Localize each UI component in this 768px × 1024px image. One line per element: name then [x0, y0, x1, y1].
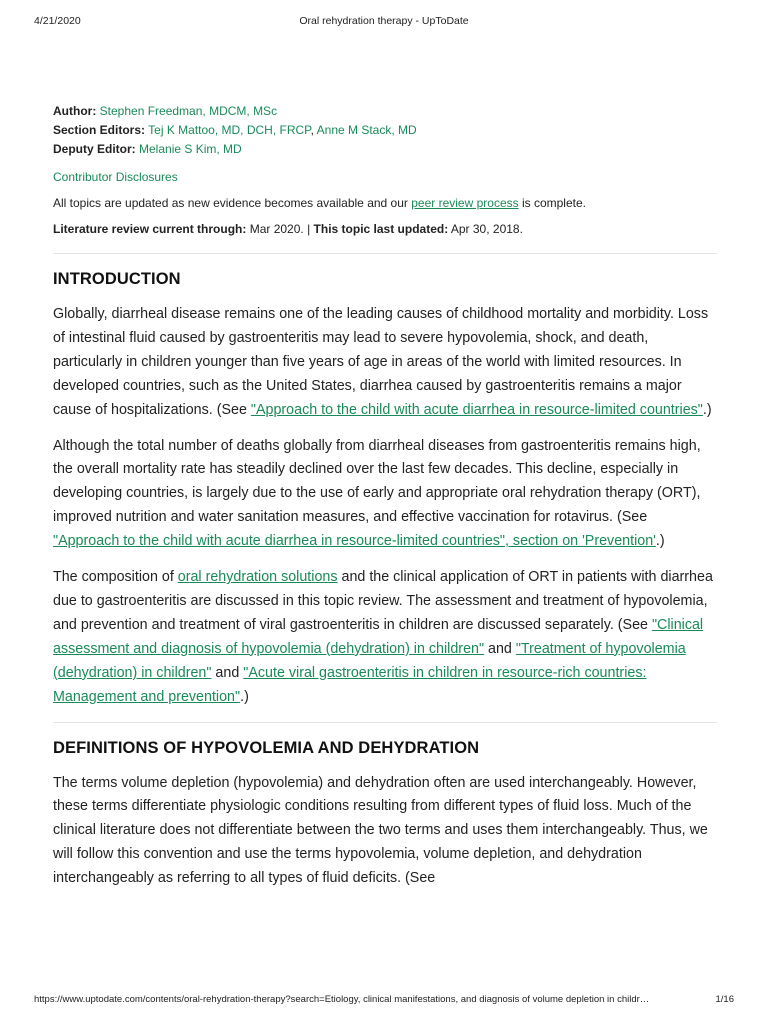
- update-notice: [53, 194, 717, 213]
- section-editors-line: [53, 121, 717, 140]
- update-notice-text: All topics are updated as new evidence becomes available and our: [53, 196, 412, 210]
- intro-p3-text-a: The composition of: [53, 569, 178, 586]
- intro-p2-end: .): [655, 533, 665, 550]
- literature-review-line: [53, 220, 717, 239]
- section-editors-label: Section Editors:: [53, 123, 146, 137]
- intro-paragraph-2: [53, 435, 717, 555]
- intro-p3-text-d: and: [211, 664, 244, 681]
- section-divider: [53, 253, 717, 254]
- introduction-heading: INTRODUCTION: [53, 270, 181, 288]
- intro-paragraph-1: [53, 303, 717, 423]
- definitions-paragraph-1: The terms volume depletion (hypovolemia) and dehydration often are used interchangeably. However, these terms differentiate physiologic conditions resulting from different types of fluid loss. Much of the clinical literature does not differentiate between the two terms and uses them interchangeably. Thus, we will follow this convention and use the terms hypovolemia, volume depletion, and dehydration interchangeably as referring to all types of fluid deficits. (See: [53, 774, 708, 887]
- print-header: [34, 15, 734, 31]
- deputy-editor-label: Deputy Editor:: [53, 142, 136, 156]
- last-updated-label: This topic last updated:: [313, 222, 449, 236]
- intro-p2-link[interactable]: "Approach to the child with acute diarrhea in resource-limited countries", section on 'Prevention': [53, 533, 656, 550]
- intro-p3-end: .): [240, 688, 249, 705]
- peer-review-link[interactable]: peer review process: [411, 196, 519, 210]
- deputy-editor-link[interactable]: Melanie S Kim, MD: [139, 142, 242, 156]
- last-updated-value: Apr 30, 2018.: [448, 222, 523, 236]
- definitions-heading: DEFINITIONS OF HYPOVOLEMIA AND DEHYDRATION: [53, 738, 480, 757]
- article-content: [53, 102, 717, 903]
- intro-p1-text: Globally, diarrheal disease remains one of the leading causes of childhood mortality and morbidity. Loss of intestinal fluid caused by gastroenteritis may lead to severe hypovolemia, shock, and death, particularly in children younger than five years of age in areas of the world with limited resources. In developed countries, such as the United States, diarrhea caused by gastroenteritis remains a major cause of hospitalizations. (See: [53, 306, 709, 418]
- section-divider: [53, 722, 717, 723]
- print-date: 4/21/2020: [34, 15, 81, 27]
- intro-p1-link[interactable]: "Approach to the child with acute diarrhea in resource-limited countries": [250, 401, 703, 418]
- lit-review-label: Literature review current through:: [53, 222, 247, 236]
- intro-p3-text-c: and: [484, 640, 516, 657]
- author-link[interactable]: Stephen Freedman, MDCM, MSc: [99, 104, 278, 118]
- intro-p1-end: .): [702, 401, 712, 418]
- viral-gastroenteritis-link[interactable]: "Acute viral gastroenteritis in children in resource-rich countries: Management and prevention": [53, 664, 647, 705]
- section-editor-link-1[interactable]: Tej K Mattoo, MD, DCH, FRCP: [148, 123, 311, 137]
- print-title: Oral rehydration therapy - UpToDate: [299, 15, 469, 27]
- update-notice-end: is complete.: [518, 196, 586, 210]
- disclosures-line: [53, 168, 717, 187]
- page-number: 1/16: [715, 994, 734, 1005]
- print-footer: [34, 994, 734, 1010]
- hypovolemia-treatment-link[interactable]: "Treatment of hypovolemia (dehydration) in children": [53, 640, 686, 681]
- print-url: https://www.uptodate.com/contents/oral-rehydration-therapy?search=Etiology, clinical manifestations, and diagnosis of volume depletion in childr…: [34, 994, 650, 1005]
- hypovolemia-assessment-link[interactable]: "Clinical assessment and diagnosis of hypovolemia (dehydration) in children": [53, 616, 704, 657]
- deputy-editor-line: [53, 140, 717, 159]
- intro-p2-text: Although the total number of deaths globally from diarrheal diseases from gastroenteritis remains high, the overall mortality rate has steadily declined over the last few decades. This decline, especially in developing countries, is largely due to the use of early and appropriate oral rehydration therapy (ORT), improved nutrition and water sanitation measures, and effective vaccination for rotavirus. (See: [53, 437, 701, 526]
- contributor-disclosures-link[interactable]: Contributor Disclosures: [53, 170, 178, 184]
- section-editor-link-2[interactable]: Anne M Stack, MD: [316, 123, 417, 137]
- editor-separator: ,: [310, 123, 317, 137]
- intro-p3-text-b: and the clinical application of ORT in patients with diarrhea due to gastroenteritis are discussed in this topic review. The assessment and treatment of hypovolemia, and prevention and treatment of viral gastroenteritis in children are discussed separately. (See: [53, 569, 713, 633]
- intro-paragraph-3: [53, 566, 717, 709]
- author-line: [53, 102, 717, 121]
- oral-rehydration-solutions-link[interactable]: oral rehydration solutions: [177, 569, 338, 586]
- author-label: Author:: [53, 104, 97, 118]
- lit-review-value: Mar 2020. |: [246, 222, 314, 236]
